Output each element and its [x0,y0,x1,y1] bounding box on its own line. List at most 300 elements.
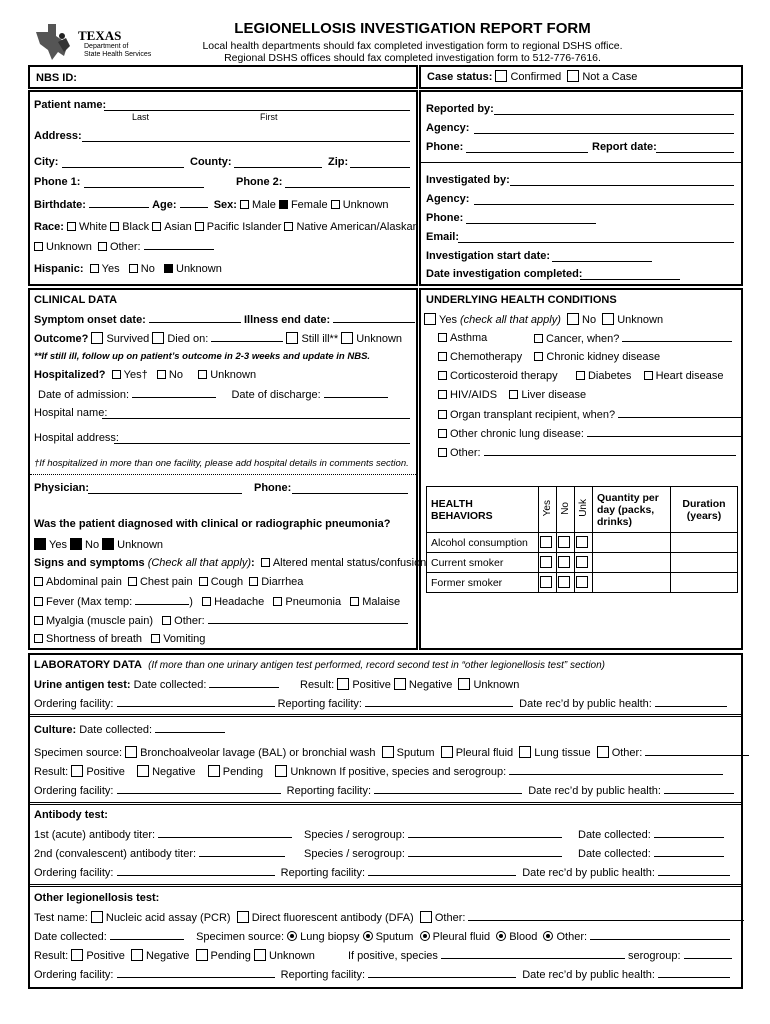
county-label: County: [190,156,232,168]
myalgia-label: Myalgia (muscle pain) [46,615,153,627]
conval-titer-label: 2nd (convalescent) antibody titer: [34,848,197,860]
cortico-checkbox[interactable] [438,371,447,380]
urine-negative-label: Negative [408,679,453,691]
address-field[interactable] [82,141,410,142]
sputum-radio-label: Sputum [375,931,414,943]
conval-date-field[interactable] [654,847,724,857]
ckd-label: Chronic kidney disease [546,351,661,363]
lab-note: (If more than one urinary antigen test performed, record second test in “other legionellosis test” section) [148,660,605,671]
pneu-no-checkbox[interactable] [70,538,82,550]
investigated-by-field[interactable] [510,185,734,186]
end-label: Illness end date: [243,314,331,326]
antibody-recd-field[interactable] [658,866,730,876]
other-unknown-label: Unknown [268,950,315,962]
chest-checkbox[interactable] [128,577,137,586]
pneumonia-checkbox[interactable] [273,597,282,606]
race-other-checkbox[interactable] [98,242,107,251]
asthma-checkbox[interactable] [438,333,447,342]
investigated-by-label: Investigated by: [426,174,510,186]
outcome-label: Outcome? [34,333,89,345]
died-date-field[interactable] [211,332,283,342]
physician-phone-field[interactable] [292,493,408,494]
lab-divider-3 [30,884,741,887]
onset-label: Symptom onset date: [34,314,146,326]
urine-negative-checkbox[interactable] [394,678,406,690]
urine-recd-field[interactable] [655,697,727,707]
race-other-field[interactable] [144,240,214,250]
fever-checkbox[interactable] [34,597,43,606]
uhc-check-note: (check all that apply) [460,314,561,326]
other-reporting-field[interactable] [368,968,516,978]
if-positive-label: If positive, species [348,950,438,962]
hb-heading-2: BEHAVIORS [431,509,493,522]
other-date-field[interactable] [110,930,184,940]
uhc-other-field[interactable] [484,446,736,456]
antibody-reporting-label: Reporting facility: [280,867,366,879]
alcohol-yes-checkbox[interactable] [540,536,552,548]
culture-date-label: Date collected: [79,724,152,736]
reported-by-label: Reported by: [426,103,494,115]
ckd-checkbox[interactable] [534,352,543,361]
altered-checkbox[interactable] [261,558,270,567]
culture-recd-field[interactable] [664,784,734,794]
culture-specimen-label: Specimen source: [34,747,123,759]
city-field[interactable] [62,167,184,168]
smoker-yes-checkbox[interactable] [540,556,552,568]
conval-titer-field[interactable] [199,847,285,857]
agency-label: Agency: [426,122,470,134]
lung-tissue-checkbox[interactable] [519,746,531,758]
hispanic-label: Hispanic: [34,263,84,275]
onset-field[interactable] [149,313,241,323]
antibody-reporting-field[interactable] [368,866,516,876]
uhc-unknown-label: Unknown [617,314,664,326]
test-other-checkbox[interactable] [420,911,432,923]
pacific-checkbox[interactable] [195,222,204,231]
hispanic-yes-checkbox[interactable] [90,264,99,273]
admission-field[interactable] [132,388,216,398]
culture-recd-label: Date rec’d by public health: [528,785,661,797]
start-date-label: Investigation start date: [426,250,551,262]
specimen-other-checkbox[interactable] [597,746,609,758]
diarrhea-checkbox[interactable] [249,577,258,586]
naa-label: Nucleic acid assay (PCR) [105,912,231,924]
hispanic-no-checkbox[interactable] [129,264,138,273]
instruction-line-2: Regional DSHS offices should fax completed investigation form to 512-776-7616. [224,52,601,64]
report-date-label: Report date: [592,141,657,153]
urine-positive-checkbox[interactable] [337,678,349,690]
pleural-checkbox[interactable] [441,746,453,758]
other-ordering-field[interactable] [117,968,275,978]
signs-label: Signs and symptoms [34,557,145,569]
culture-result-label: Result: [34,766,69,778]
lung-disease-field[interactable] [587,427,743,437]
urine-label: Urine antigen test: [34,679,131,691]
still-ill-label: Still ill** [301,333,339,345]
phone2-label: Phone 2: [236,176,283,188]
logo-dept: Department of [84,43,129,50]
heart-checkbox[interactable] [644,371,653,380]
urine-reporting-field[interactable] [365,697,513,707]
confirmed-checkbox[interactable] [495,70,507,82]
end-field[interactable] [333,313,415,323]
sex-unknown-label: Unknown [342,199,389,211]
asian-label: Asian [164,221,192,233]
nbs-id-box [28,65,418,89]
culture-unknown-checkbox[interactable] [275,765,287,777]
test-other-label: Other: [434,912,466,924]
smoker-duration-cell[interactable] [671,553,738,573]
outcome-unknown-label: Unknown [356,333,403,345]
patient-name-label: Patient name: [34,99,107,111]
culture-pending-label: Pending [222,766,264,778]
hosp-address-label: Hospital address: [34,432,119,444]
lung-tissue-label: Lung tissue [534,747,591,759]
transplant-checkbox[interactable] [438,410,447,419]
uhc-no-checkbox[interactable] [567,313,579,325]
liver-label: Liver disease [521,389,587,401]
bal-checkbox[interactable] [125,746,137,758]
former-no-checkbox[interactable] [558,576,570,588]
birthdate-label: Birthdate: [34,199,86,211]
specimen-other-label: Other: [611,747,643,759]
address-label: Address: [34,130,82,142]
other-recd-label: Date rec’d by public health: [522,969,655,981]
clinical-divider [30,474,416,475]
smoker-qty-cell[interactable] [593,553,671,573]
urine-date-field[interactable] [209,678,279,688]
other-pending-checkbox[interactable] [196,949,208,961]
former-duration-cell[interactable] [671,573,738,593]
conval-species-field[interactable] [408,847,562,857]
culture-species-field[interactable] [509,765,723,775]
patient-name-field[interactable] [104,110,410,111]
hb-unk-header: Unk [578,499,589,517]
reporter-divider [421,162,741,163]
table-row [427,553,738,573]
native-label: Native American/Alaskan [296,221,419,233]
county-field[interactable] [234,167,322,168]
urine-result-label: Result: [300,679,335,691]
transplant-field[interactable] [618,408,742,418]
zip-label: Zip: [328,156,349,168]
hb-qty-header: Quantity per day (packs, drinks) [593,487,671,533]
underlying-heading: UNDERLYING HEALTH CONDITIONS [426,294,617,306]
culture-negative-checkbox[interactable] [137,765,149,777]
urine-ordering-field[interactable] [117,697,275,707]
urine-unknown-checkbox[interactable] [458,678,470,690]
hispanic-no-label: No [140,263,155,275]
other-recd-field[interactable] [658,968,730,978]
malaise-checkbox[interactable] [350,597,359,606]
phone1-label: Phone 1: [34,176,81,188]
inv-phone-field[interactable] [466,223,596,224]
altered-label: Altered mental status/confusion [272,557,427,569]
physician-label: Physician: [34,482,90,494]
report-date-field[interactable] [656,152,734,153]
acute-titer-field[interactable] [158,828,292,838]
completed-date-field[interactable] [580,279,680,280]
cancer-checkbox[interactable] [534,334,543,343]
acute-date-field[interactable] [654,828,724,838]
other-radio[interactable] [543,931,553,941]
hispanic-unknown-checkbox[interactable] [164,264,173,273]
white-checkbox[interactable] [67,222,76,231]
pneu-yes-checkbox[interactable] [34,538,46,550]
lab-divider-1 [30,714,741,717]
other-ordering-label: Ordering facility: [34,969,114,981]
urine-recd-label: Date rec’d by public health: [519,698,652,710]
hosp-no-checkbox[interactable] [157,370,166,379]
acute-species-field[interactable] [408,828,562,838]
not-a-case-checkbox[interactable] [567,70,579,82]
myalgia-checkbox[interactable] [34,616,43,625]
other-negative-checkbox[interactable] [131,949,143,961]
instruction-line-1: Local health departments should fax completed investigation form to regional DSHS office. [202,40,623,52]
urine-reporting-label: Reporting facility: [277,698,362,710]
female-checkbox[interactable] [279,200,288,209]
survived-label: Survived [106,333,150,345]
pneumonia-question: Was the patient diagnosed with clinical or radiographic pneumonia? [34,518,391,530]
hb-duration-header: Duration (years) [671,487,738,533]
male-label: Male [252,199,276,211]
reporter-phone-field[interactable] [466,152,588,153]
serogroup-field[interactable] [684,949,732,959]
hospitalized-label: Hospitalized? [34,369,106,381]
pacific-label: Pacific Islander [206,221,282,233]
age-label: Age: [152,199,177,211]
conval-species-label: Species / serogroup: [304,848,405,860]
bal-label: Bronchoalveolar lavage (BAL) or bronchial wash [140,747,376,759]
hb-yes-header: Yes [542,499,553,517]
headache-checkbox[interactable] [202,597,211,606]
cortico-label: Corticosteroid therapy [450,370,558,382]
uhc-no-label: No [582,314,597,326]
patient-section [28,90,418,286]
asthma-label: Asthma [450,332,488,344]
pneumonia-label: Pneumonia [285,596,342,608]
hb-heading [427,487,539,533]
sex-unknown-checkbox[interactable] [331,200,340,209]
lab-divider-2 [30,802,741,805]
hb-no-header: No [560,501,571,515]
culture-pending-checkbox[interactable] [208,765,220,777]
race-unknown-checkbox[interactable] [34,242,43,251]
symptom-other-checkbox[interactable] [162,616,171,625]
symptom-other-label: Other: [174,615,205,627]
culture-positive-label: Positive [86,766,125,778]
inv-phone-label: Phone: [426,212,464,224]
antibody-label: Antibody test: [34,809,108,821]
reporter-phone-label: Phone: [426,141,464,153]
culture-unknown-label: Unknown If positive, species and serogroup: [290,766,507,778]
culture-reporting-label: Reporting facility: [286,785,372,797]
logo-texas: TEXAS [78,28,122,43]
pneu-yes-label: Yes [49,539,67,551]
black-label: Black [122,221,150,233]
chemo-checkbox[interactable] [438,352,447,361]
female-label: Female [290,199,328,211]
headache-label: Headache [214,596,265,608]
hosp-note: †If hospitalized in more than one facility, please add hospital details in comments section. [34,458,409,469]
signs-note: (Check all that apply) [147,557,252,569]
survived-checkbox[interactable] [91,332,103,344]
abdominal-checkbox[interactable] [34,577,43,586]
hosp-unknown-checkbox[interactable] [198,370,207,379]
clinical-heading: CLINICAL DATA [34,294,118,306]
smoker-unk-checkbox[interactable] [576,556,588,568]
acute-titer-label: 1st (acute) antibody titer: [34,829,156,841]
reported-by-field[interactable] [494,114,734,115]
vomiting-checkbox[interactable] [151,634,160,643]
former-unk-checkbox[interactable] [576,576,588,588]
blood-radio-label: Blood [509,931,538,943]
culture-positive-checkbox[interactable] [71,765,83,777]
sputum-radio[interactable] [363,931,373,941]
phone2-field[interactable] [285,187,410,188]
pneu-no-label: No [85,539,100,551]
other-radio-label: Other: [556,931,588,943]
outcome-unknown-checkbox[interactable] [341,332,353,344]
uhc-unknown-checkbox[interactable] [602,313,614,325]
still-ill-checkbox[interactable] [286,332,298,344]
race-other-label: Other: [109,241,141,253]
culture-date-field[interactable] [155,723,225,733]
logo-dshs: State Health Services [84,51,152,58]
culture-ordering-field[interactable] [117,784,281,794]
physician-phone-label: Phone: [254,482,292,494]
uhc-other-checkbox[interactable] [438,448,447,457]
phone1-field[interactable] [84,187,204,188]
hb-row-label: Current smoker [427,553,539,573]
vomiting-label: Vomiting [163,633,206,645]
sputum-label: Sputum [396,747,435,759]
former-qty-cell[interactable] [593,573,671,593]
acute-species-label: Species / serogroup: [304,829,405,841]
specimen-other-field[interactable] [645,746,749,756]
hosp-name-field[interactable] [102,418,410,419]
inv-agency-field[interactable] [474,204,734,205]
sex-label: Sex: [213,199,237,211]
malaise-label: Malaise [362,596,401,608]
pleural-label: Pleural fluid [455,747,514,759]
lung-biopsy-radio[interactable] [287,931,297,941]
pleural-radio-label: Pleural fluid [432,931,491,943]
lab-heading: LABORATORY DATA [34,659,142,671]
naa-checkbox[interactable] [91,911,103,923]
fever-temp-field[interactable] [135,595,189,605]
antibody-ordering-label: Ordering facility: [34,867,114,879]
lung-biopsy-label: Lung biopsy [300,931,360,943]
not-a-case-label: Not a Case [582,71,638,83]
follow-up-note: **If still ill, follow up on patient’s outcome in 2-3 weeks and update in NBS. [34,351,371,362]
sputum-checkbox[interactable] [382,746,394,758]
zip-field[interactable] [350,167,410,168]
uhc-yes-checkbox[interactable] [424,313,436,325]
hosp-yes-checkbox[interactable] [112,370,121,379]
alcohol-no-checkbox[interactable] [558,536,570,548]
discharge-field[interactable] [324,388,388,398]
black-checkbox[interactable] [110,222,119,231]
blood-radio[interactable] [496,931,506,941]
native-checkbox[interactable] [284,222,293,231]
hosp-address-field[interactable] [114,443,410,444]
alcohol-qty-cell[interactable] [593,533,671,553]
pneu-unknown-checkbox[interactable] [102,538,114,550]
transplant-label: Organ transplant recipient, when? [450,409,616,421]
sob-checkbox[interactable] [34,634,43,643]
white-label: White [79,221,108,233]
agency-field[interactable] [474,133,734,134]
male-checkbox[interactable] [240,200,249,209]
pleural-radio[interactable] [420,931,430,941]
alcohol-duration-cell[interactable] [671,533,738,553]
serogroup-label: serogroup: [628,950,681,962]
email-field[interactable] [458,242,734,243]
nbs-id-label: NBS ID: [36,72,77,84]
alcohol-unk-checkbox[interactable] [576,536,588,548]
smoker-no-checkbox[interactable] [558,556,570,568]
cancer-field[interactable] [622,332,732,342]
culture-reporting-field[interactable] [374,784,522,794]
lung-disease-checkbox[interactable] [438,429,447,438]
physician-field[interactable] [88,493,242,494]
test-other-field[interactable] [468,911,744,921]
died-label: Died on: [167,333,209,345]
hb-row-label: Former smoker [427,573,539,593]
abdominal-label: Abdominal pain [46,576,122,588]
confirmed-label: Confirmed [510,71,562,83]
race-unknown-label: Unknown [46,241,92,253]
hiv-label: HIV/AIDS [450,389,498,401]
cancer-label: Cancer, when? [546,333,620,345]
dfa-label: Direct fluorescent antibody (DFA) [251,912,414,924]
case-status-box [419,65,743,89]
hosp-unknown-label: Unknown [210,369,257,381]
cough-checkbox[interactable] [199,577,208,586]
asian-checkbox[interactable] [152,222,161,231]
symptom-other-field[interactable] [208,614,408,624]
died-checkbox[interactable] [152,332,164,344]
diabetes-checkbox[interactable] [576,371,585,380]
other-pending-label: Pending [210,950,251,962]
other-positive-checkbox[interactable] [71,949,83,961]
other-unknown-checkbox[interactable] [254,949,266,961]
case-status-label: Case status: [427,71,493,83]
former-yes-checkbox[interactable] [540,576,552,588]
hiv-checkbox[interactable] [438,390,447,399]
urine-unknown-label: Unknown [473,679,520,691]
start-date-field[interactable] [552,261,652,262]
hosp-name-label: Hospital name: [34,407,108,419]
if-positive-species-field[interactable] [441,949,625,959]
age-field[interactable] [180,198,208,208]
dfa-checkbox[interactable] [237,911,249,923]
last-caption: Last [132,112,150,122]
uhc-yes-label: Yes [439,314,457,326]
other-specimen-field[interactable] [590,930,730,940]
antibody-ordering-field[interactable] [117,866,275,876]
race-label: Race: [34,221,64,233]
admission-label: Date of admission: [38,389,130,401]
hosp-yes-label: Yes† [123,369,148,381]
birthdate-field[interactable] [89,198,149,208]
cough-label: Cough [210,576,244,588]
liver-checkbox[interactable] [509,390,518,399]
chest-label: Chest pain [139,576,193,588]
sob-label: Shortness of breath [46,633,143,645]
hispanic-yes-label: Yes [101,263,120,275]
